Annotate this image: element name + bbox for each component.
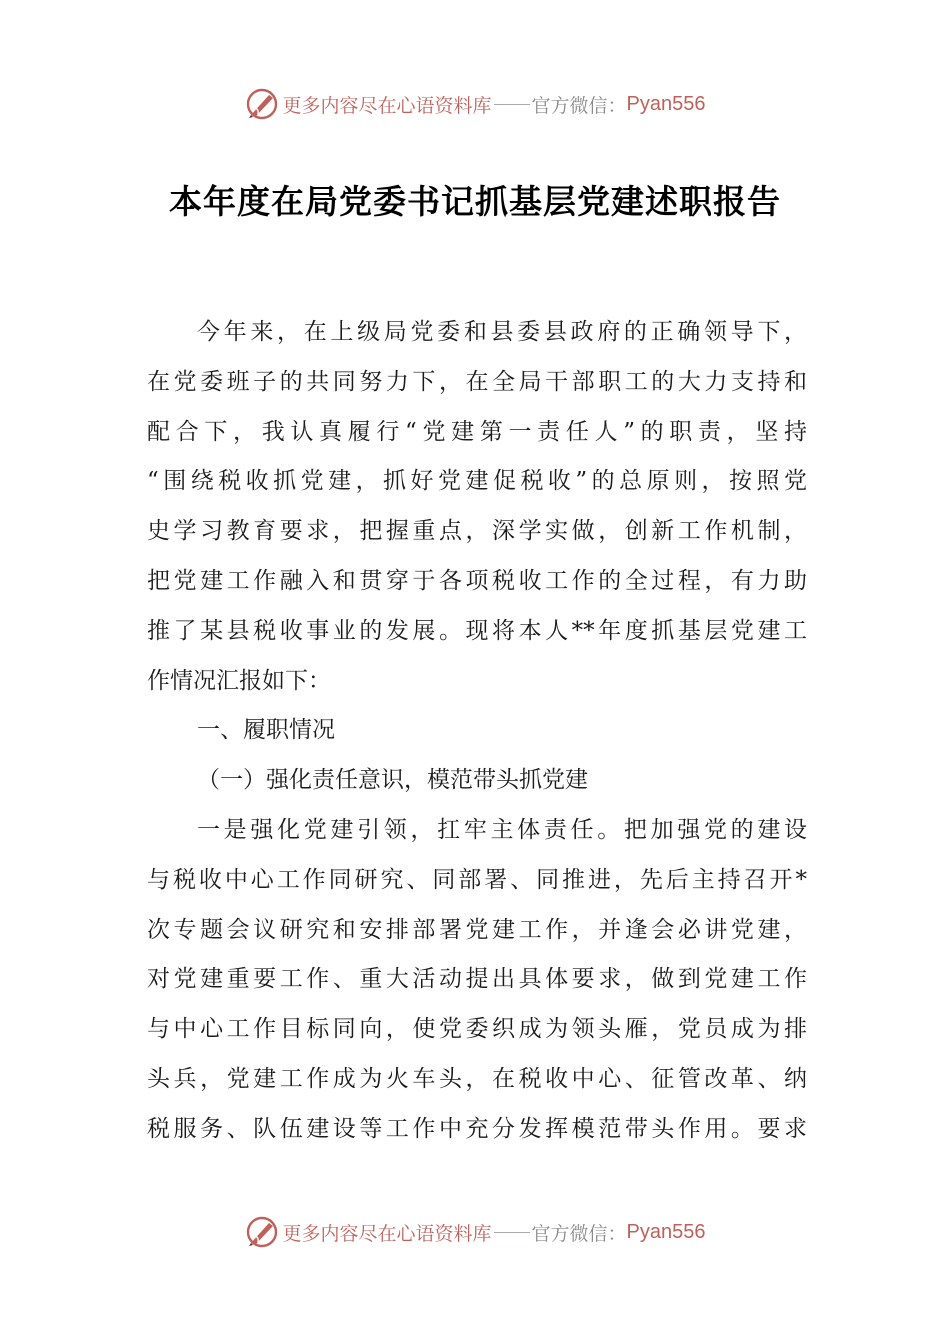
text-line: “围绕税收抓党建，抓好党建促税收”的总原则，按照党: [147, 468, 807, 495]
footer-banner: [0, 1212, 950, 1252]
pen-logo-icon: [245, 87, 279, 121]
text-line: 税服务、队伍建设等工作中充分发挥模范带头作用。要求: [147, 1115, 807, 1142]
text-line: 头兵，党建工作成为火车头，在税收中心、征管改革、纳: [147, 1065, 807, 1092]
text-line: 与税收中心工作同研究、同部署、同推进，先后主持召开*: [147, 866, 807, 893]
text-line: 一是强化党建引领，扛牢主体责任。把加强党的建设: [197, 816, 807, 843]
text-line: 一、履职情况: [197, 717, 335, 744]
text-line: 今年来，在上级局党委和县委县政府的正确领导下，: [197, 319, 807, 345]
banner-site-text: 更多内容尽在心语资料库: [282, 1222, 492, 1245]
banner-official-text: 官方微信：: [531, 1222, 627, 1245]
document-body: [147, 308, 807, 1155]
text-line: 与中心工作目标同向，使党委织成为领头雁，党员成为排: [147, 1016, 807, 1043]
banner-handle: Pyan556: [626, 1220, 706, 1243]
text-line: 在党委班子的共同努力下，在全局干部职工的大力支持和: [147, 368, 807, 395]
text-line: 推了某县税收事业的发展。现将本人**年度抓基层党建工: [147, 617, 807, 644]
banner-site-text: 更多内容尽在心语资料库: [282, 94, 492, 117]
banner-handle: Pyan556: [626, 92, 706, 115]
text-line: 对党建重要工作、重大活动提出具体要求，做到党建工作: [147, 966, 807, 993]
header-banner: [0, 84, 950, 124]
text-line: 次专题会议研究和安排部署党建工作，并逢会必讲党建，: [147, 916, 807, 943]
banner-dash: [494, 104, 530, 105]
banner-dash: [494, 1232, 530, 1233]
text-line: 配合下，我认真履行“党建第一责任人”的职责，坚持: [147, 418, 807, 445]
pen-logo-icon: [245, 1215, 279, 1249]
text-line: 作情况汇报如下：: [147, 667, 331, 694]
text-line: （一）强化责任意识，模范带头抓党建: [197, 767, 588, 794]
text-line: 史学习教育要求，把握重点，深学实做，创新工作机制，: [147, 518, 807, 545]
text-line: 把党建工作融入和贯穿于各项税收工作的全过程，有力助: [147, 567, 807, 594]
document-title: 本年度在局党委书记抓基层党建述职报告: [169, 182, 781, 221]
banner-official-text: 官方微信：: [531, 94, 627, 117]
